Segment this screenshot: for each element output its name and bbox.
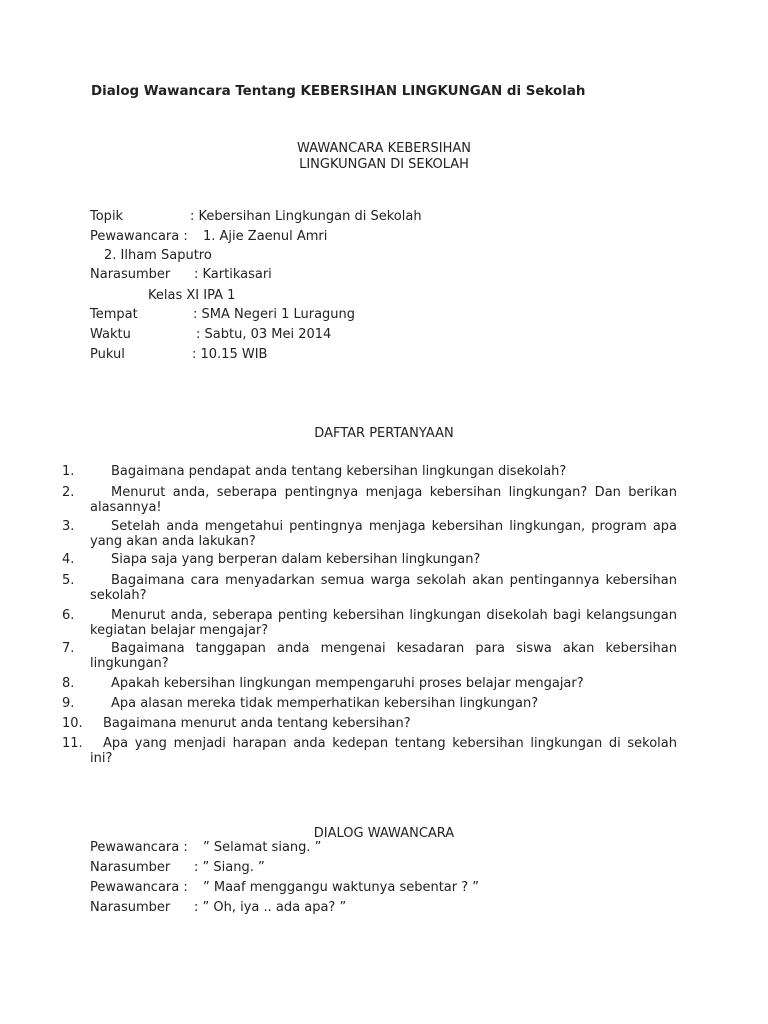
tempat-value: : SMA Negeri 1 Luragung (193, 307, 356, 322)
question-number: 10. (62, 716, 83, 731)
info-topik (90, 208, 422, 226)
pewawancara-value: 1. Ajie Zaenul Amri (203, 229, 328, 244)
question-number: 6. (62, 608, 75, 623)
question-list (62, 464, 677, 770)
dialog-line (90, 879, 479, 897)
list-item (62, 736, 677, 766)
question-text: Bagaimana pendapat anda tentang kebersihan lingkungan disekolah? (111, 464, 567, 479)
question-number: 9. (62, 696, 75, 711)
question-text: Bagaimana menurut anda tentang kebersihan? (103, 716, 411, 731)
list-item (62, 641, 677, 671)
heading-line-2: LINGKUNGAN DI SEKOLAH (299, 157, 469, 172)
dialog-heading: DIALOG WAWANCARA (313, 826, 455, 841)
list-item (62, 573, 677, 603)
question-number: 5. (62, 573, 75, 588)
dialog-text: ” Maaf menggangu waktunya sebentar ? ” (203, 880, 480, 895)
dialog-text: : ” Siang. ” (194, 860, 265, 875)
question-number: 1. (62, 464, 75, 479)
dialog-speaker: Pewawancara : (90, 880, 188, 895)
question-text: Siapa saja yang berperan dalam kebersihan lingkungan? (111, 552, 481, 567)
info-narasumber (90, 266, 272, 284)
waktu-value: : Sabtu, 03 Mei 2014 (196, 327, 332, 342)
dialog-speaker: Pewawancara : (90, 840, 188, 855)
list-item (62, 696, 677, 711)
question-number: 11. (62, 736, 83, 751)
questions-heading: DAFTAR PERTANYAAN (314, 426, 454, 441)
list-item (62, 552, 677, 567)
list-item (62, 676, 677, 691)
pewawancara-value-2: 2. Ilham Saputro (104, 248, 212, 263)
question-text: Apakah kebersihan lingkungan mempengaruhi proses belajar mengajar? (111, 676, 584, 691)
waktu-label: Waktu (90, 327, 131, 342)
narasumber-value: : Kartikasari (194, 267, 272, 282)
list-item (62, 519, 677, 549)
dialog-line (90, 899, 346, 917)
list-item (62, 464, 677, 479)
list-item (62, 716, 677, 731)
info-pewawancara (90, 228, 327, 246)
kelas-value: Kelas XI IPA 1 (148, 288, 236, 303)
question-text: Menurut anda, seberapa pentingnya menjaga kebersihan lingkungan? Dan berikan alasannya! (90, 485, 677, 515)
question-number: 3. (62, 519, 75, 534)
question-text: Bagaimana cara menyadarkan semua warga sekolah akan pentingannya kebersihan sekolah? (90, 573, 677, 603)
question-number: 4. (62, 552, 75, 567)
list-item (62, 608, 677, 638)
dialog-line (90, 839, 321, 857)
dialog-text: : ” Oh, iya .. ada apa? ” (194, 900, 347, 915)
topik-label: Topik (90, 209, 124, 224)
topik-value: : Kebersihan Lingkungan di Sekolah (190, 209, 422, 224)
question-number: 8. (62, 676, 75, 691)
question-text: Menurut anda, seberapa penting kebersihan lingkungan disekolah bagi kelangsungan kegiatan belajar mengajar? (90, 608, 677, 638)
question-number: 2. (62, 485, 75, 500)
pukul-value: : 10.15 WIB (192, 347, 268, 362)
question-text: Apa yang menjadi harapan anda kedepan tentang kebersihan lingkungan di sekolah ini? (90, 736, 677, 766)
question-text: Bagaimana tanggapan anda mengenai kesadaran para siswa akan kebersihan lingkungan? (90, 641, 677, 671)
list-item (62, 485, 677, 515)
heading-line-1: WAWANCARA KEBERSIHAN (297, 141, 471, 156)
narasumber-label: Narasumber (90, 267, 171, 282)
pukul-label: Pukul (90, 347, 125, 362)
question-text: Apa alasan mereka tidak memperhatikan kebersihan lingkungan? (111, 696, 539, 711)
dialog-line (90, 859, 265, 877)
tempat-label: Tempat (90, 307, 138, 322)
dialog-text: ” Selamat siang. ” (203, 840, 322, 855)
question-text: Setelah anda mengetahui pentingnya menjaga kebersihan lingkungan, program apa yang akan anda lakukan? (90, 519, 677, 549)
question-number: 7. (62, 641, 75, 656)
info-tempat (90, 306, 355, 324)
document-title: Dialog Wawancara Tentang KEBERSIHAN LINGKUNGAN di Sekolah (91, 84, 586, 99)
info-pukul (90, 346, 267, 364)
pewawancara-label: Pewawancara : (90, 229, 188, 244)
info-waktu (90, 326, 331, 344)
dialog-speaker: Narasumber (90, 900, 171, 915)
dialog-speaker: Narasumber (90, 860, 171, 875)
